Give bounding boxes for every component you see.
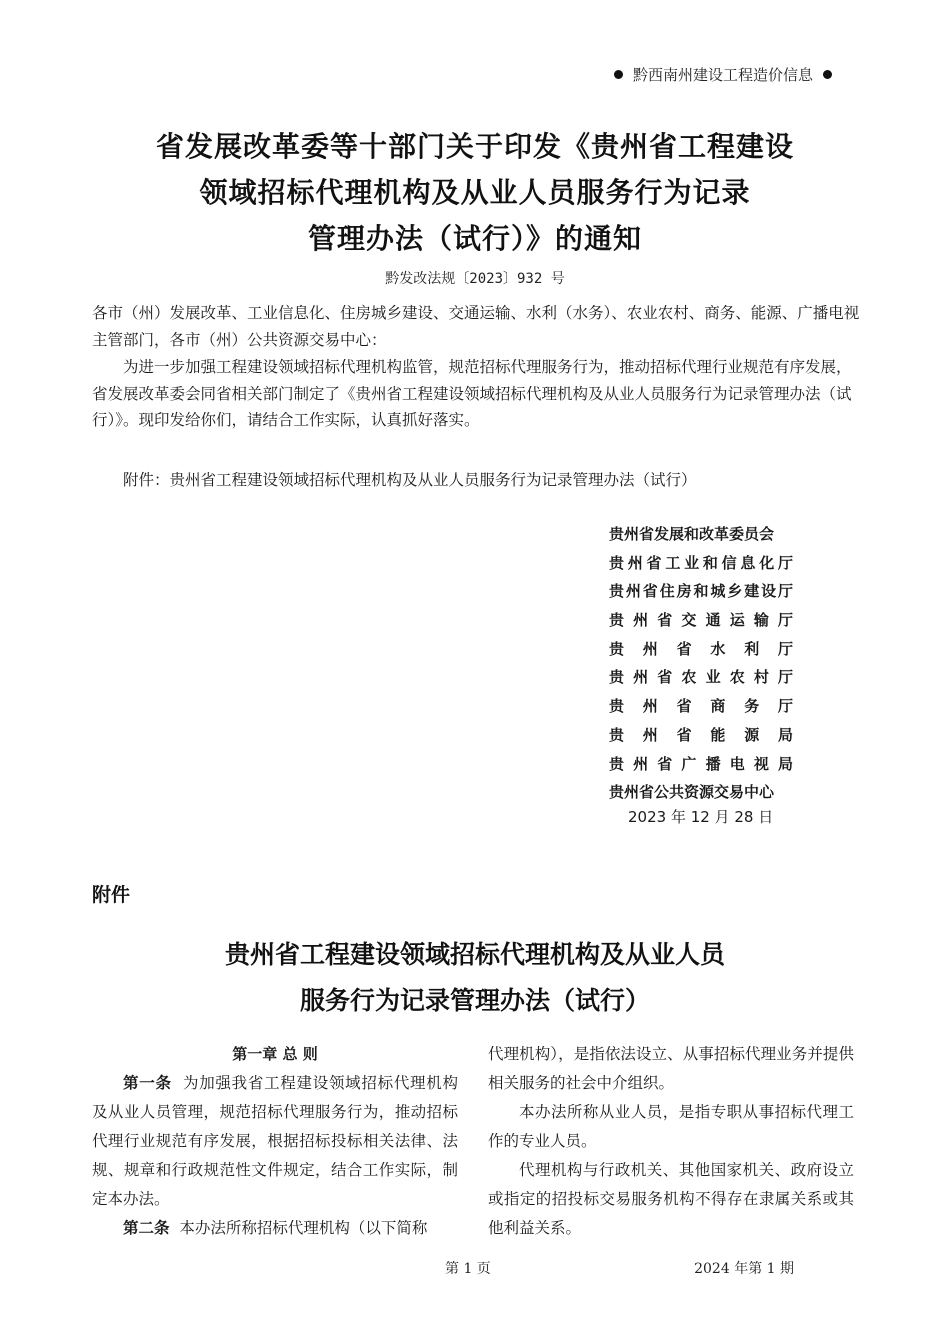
notice-title <box>0 124 950 262</box>
signer: 贵州省交通运输厅 <box>609 611 793 630</box>
signer: 贵州省公共资源交易中心 <box>609 783 775 802</box>
signer: 贵州省商务厅 <box>609 697 793 716</box>
attachment-title-line: 贵州省工程建设领域招标代理机构及从业人员 <box>224 940 725 969</box>
right-column <box>488 1040 854 1243</box>
signer: 贵州省广播电视局 <box>609 754 793 773</box>
signer: 贵州省农业农村厅 <box>609 668 793 687</box>
article-1 <box>92 1069 458 1214</box>
article-text: 为加强我省工程建设领域招标代理机构及从业人员管理，规范招标代理服务行为，推动招标代理行业规范有序发展，根据招标投标相关法律、法规、规章和行政规范性文件规定，结合工作实际，制定本办法。 <box>92 1074 458 1208</box>
article-2-continued: 代理机构），是指依法设立、从事招标代理业务并提供相关服务的社会中介组织。 <box>488 1045 854 1092</box>
article-2 <box>92 1214 458 1243</box>
attachment-title-line: 服务行为记录管理办法（试行） <box>299 986 650 1015</box>
signer: 贵州省水利厅 <box>609 639 793 658</box>
attachment-label: 附件 <box>92 884 131 906</box>
notice-title-line: 领域招标代理机构及从业人员服务行为记录 <box>199 176 751 209</box>
signer: 贵州省工业和信息化厅 <box>609 553 793 572</box>
signer-list <box>609 520 793 807</box>
notice-title-line: 管理办法（试行）》的通知 <box>307 222 642 255</box>
notice-paragraph: 为进一步加强工程建设领域招标代理机构监管，规范招标代理服务行为，推动招标代理行业规范有序发展，省发展改革委会同省相关部门制定了《贵州省工程建设领域招标代理机构及从业人员服务行为记录管理办法（试行）》。现印发给你们，请结合工作实际，认真抓好落实。 <box>92 358 852 429</box>
signer: 贵州省发展和改革委员会 <box>609 525 775 543</box>
signer: 贵州省住房和城乡建设厅 <box>609 582 793 601</box>
attachment-reference: 附件：贵州省工程建设领域招标代理机构及从业人员服务行为记录管理办法（试行） <box>123 471 697 489</box>
notice-title-line: 省发展改革委等十部门关于印发《贵州省工程建设 <box>155 130 794 163</box>
paragraph: 本办法所称从业人员，是指专职从事招标代理工作的专业人员。 <box>488 1103 854 1150</box>
journal-name: 黔西南州建设工程造价信息 <box>632 66 813 84</box>
signing-date: 2023 年 12 月 28 日 <box>628 808 774 826</box>
journal-header <box>614 64 832 85</box>
left-column <box>92 1040 458 1243</box>
bullet-dot-icon <box>823 70 832 79</box>
article-text: 本办法所称招标代理机构（以下简称 <box>179 1219 428 1237</box>
bullet-dot-icon <box>614 70 623 79</box>
attachment-title <box>0 932 950 1024</box>
article-label: 第一条 <box>123 1074 172 1092</box>
document-number: 黔发改法规〔2023〕932 号 <box>385 271 565 287</box>
article-label: 第二条 <box>123 1219 170 1237</box>
page-number: 第 1 页 <box>445 1261 491 1277</box>
addressee: 各市（州）发展改革、工业信息化、住房城乡建设、交通运输、水利（水务）、农业农村、商务、能源、广播电视主管部门，各市（州）公共资源交易中心： <box>92 304 860 349</box>
issue-number: 2024 年第 1 期 <box>694 1261 794 1277</box>
paragraph: 代理机构与行政机关、其他国家机关、政府设立或指定的招投标交易服务机构不得存在隶属关系或其他利益关系。 <box>488 1161 854 1237</box>
signer: 贵州省能源局 <box>609 725 793 744</box>
chapter-heading: 第一章 总 则 <box>232 1045 318 1063</box>
